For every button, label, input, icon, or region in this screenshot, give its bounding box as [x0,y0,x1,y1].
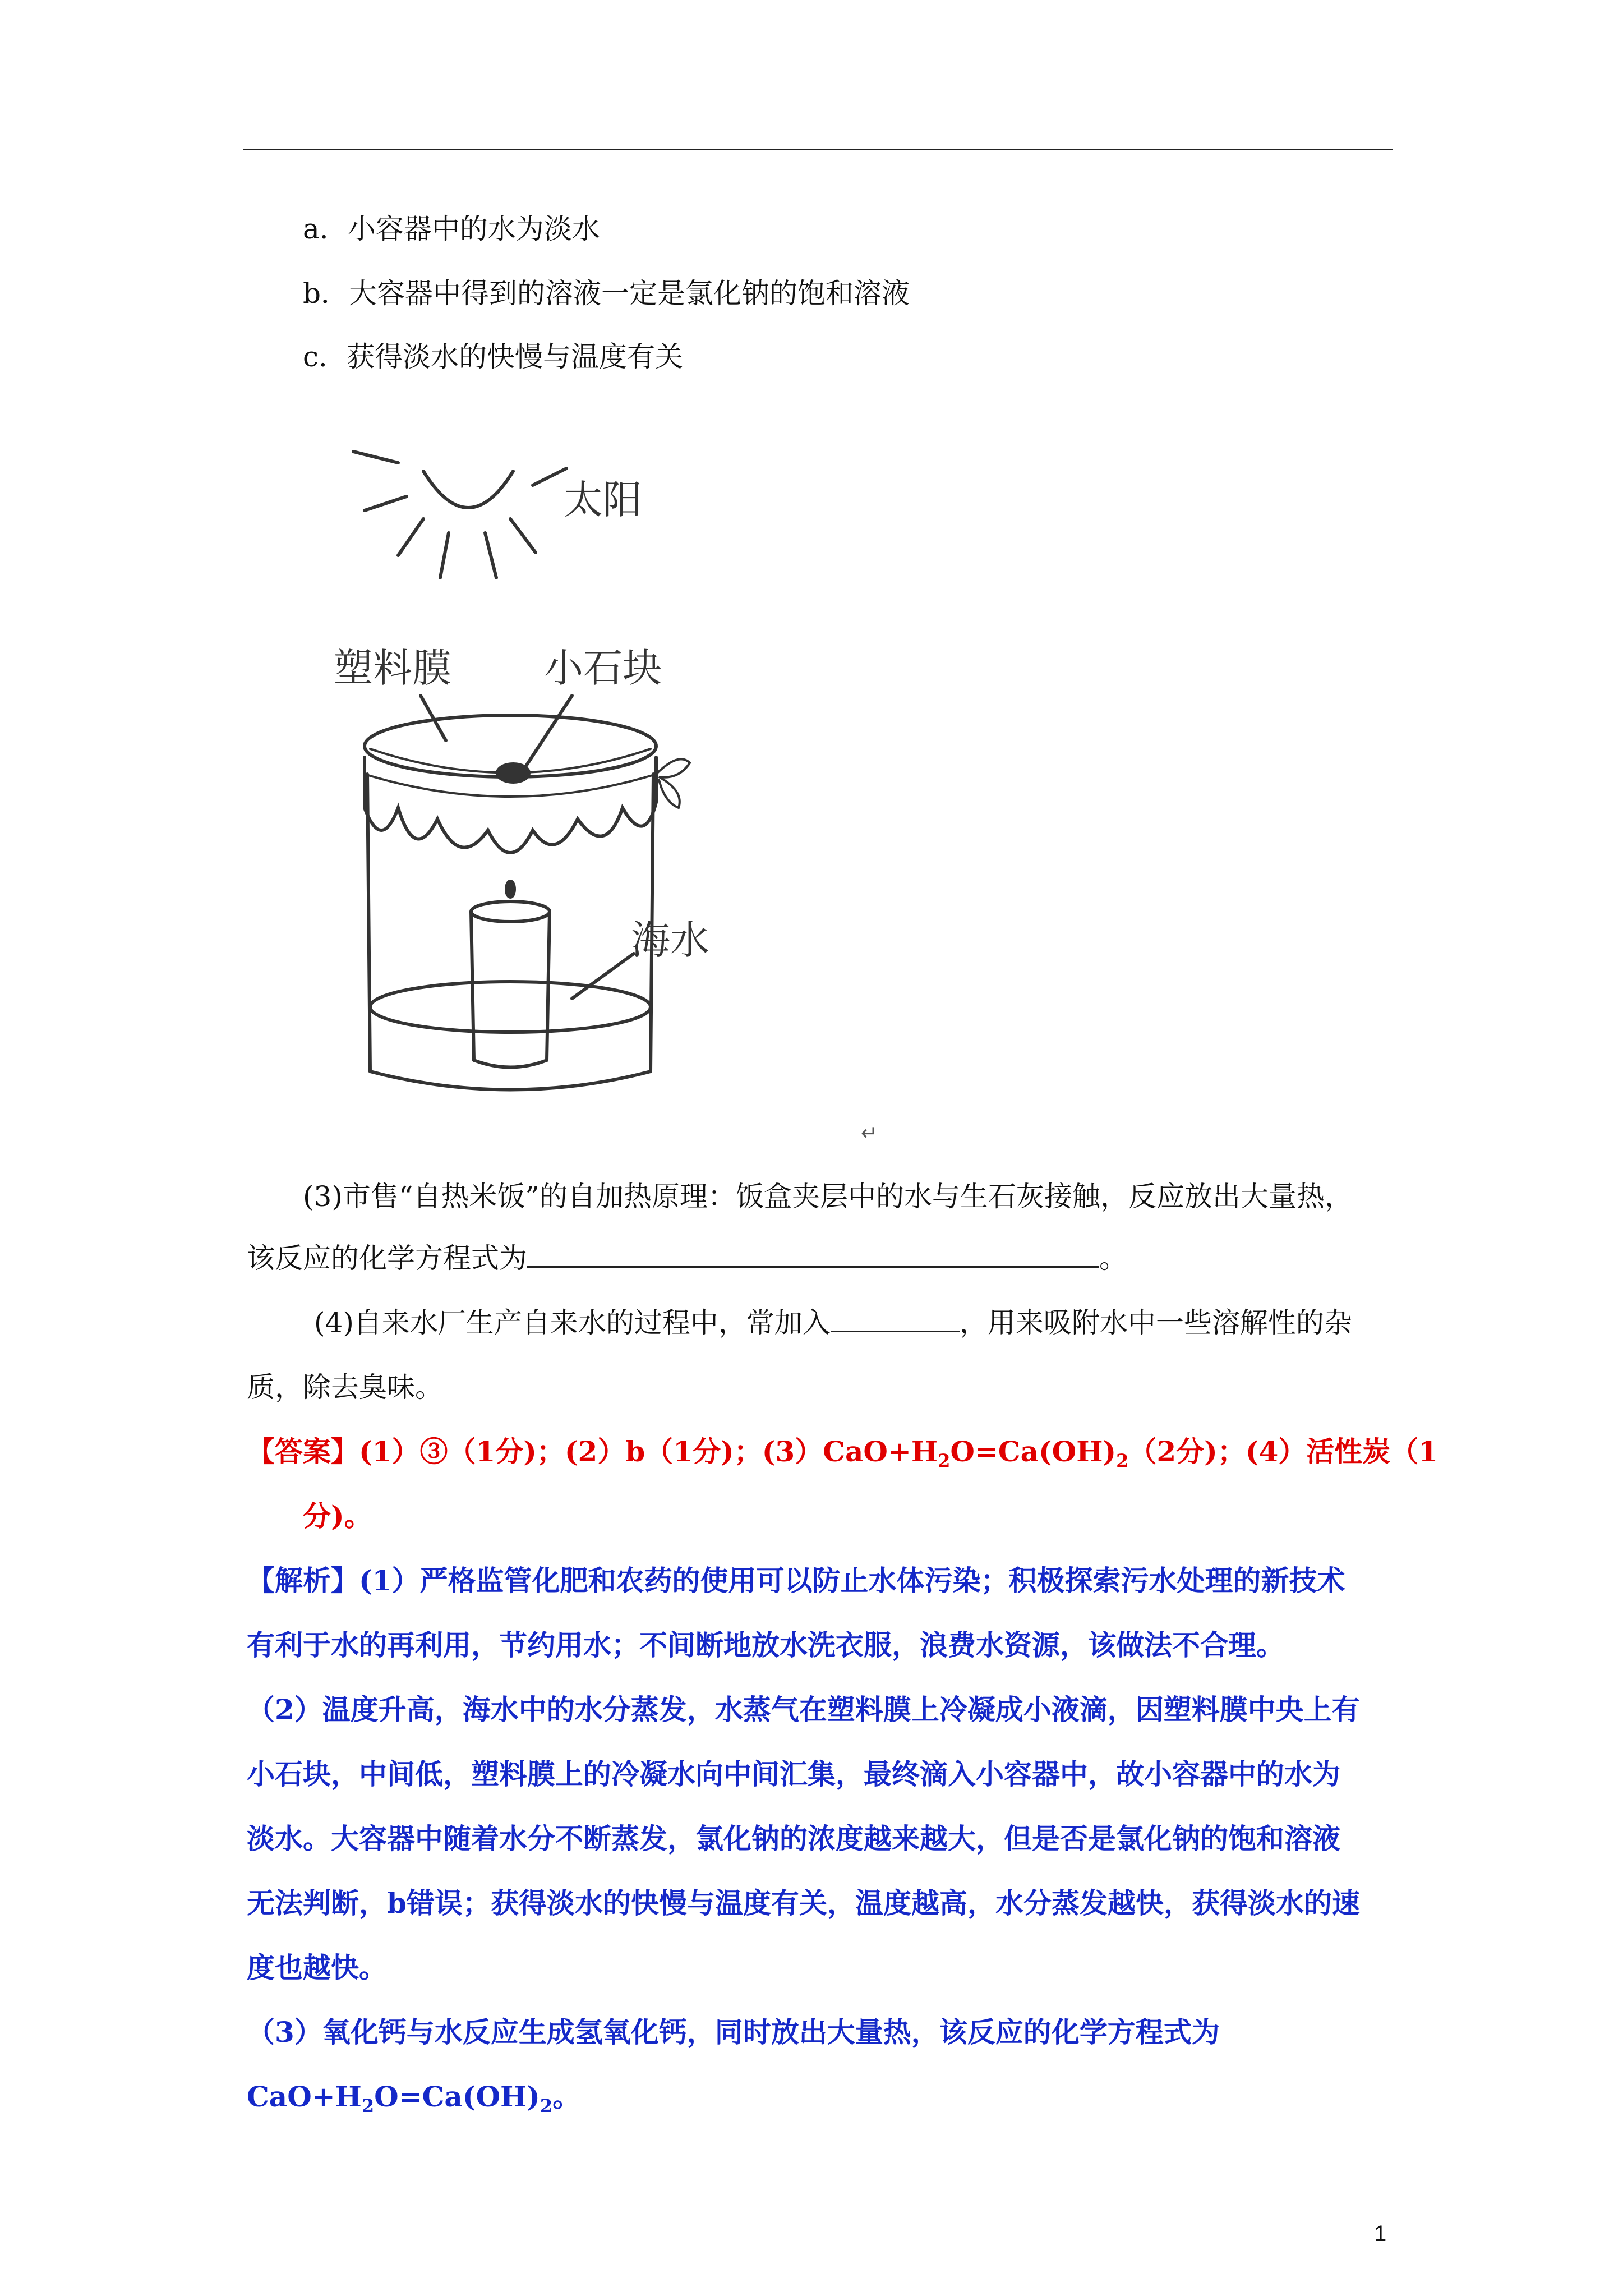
sun-ray [353,452,398,463]
water-drop [506,881,514,897]
answer-tag: 【答案】 [247,1435,359,1468]
stone-label: 小石块 [544,645,662,691]
equation-text: O=Ca(OH) [374,2080,540,2113]
q3-line-1: (3)市售“自热米饭”的自加热原理：饭盒夹层中的水与生石灰接触，反应放出大量热， [303,1180,1353,1213]
analysis-equation [247,2078,580,2115]
sun-arc [423,471,513,508]
answer-subscript: 2 [1116,1450,1129,1471]
q4-answer-blank [831,1308,960,1332]
equation-subscript: 2 [361,2095,375,2116]
q4-prompt-rest: ，用来吸附水中一些溶解性的杂 [959,1306,1352,1339]
q3-prompt: 该反应的化学方程式为 [247,1242,527,1274]
page-number: 1 [1374,2221,1387,2246]
analysis-line-2: 有利于水的再利用，节约用水；不间断地放水洗衣服，浪费水资源，该做法不合理。 [247,1628,1284,1662]
q3-line-2 [247,1240,1127,1277]
small-cup-wall [547,912,550,1060]
equation-end: 。 [552,2080,581,2113]
solar-still-diagram [320,415,723,1116]
sun-ray [365,496,407,510]
equation-text: CaO+H [247,2080,362,2113]
analysis-line-1 [247,1562,1345,1599]
analysis-text: (1）严格监管化肥和农药的使用可以防止水体污染；积极探索污水处理的新技术 [359,1564,1345,1597]
sun-ray [440,533,449,578]
analysis-line-6: 无法判断，b错误；获得淡水的快慢与温度有关，温度越高，水分蒸发越快，获得淡水的速 [247,1887,1360,1920]
analysis-line-4: 小石块，中间低，塑料膜上的冷凝水向中间汇集，最终滴入小容器中，故小容器中的水为 [247,1757,1340,1791]
small-stone [497,764,529,782]
sun-ray [533,468,566,485]
answer-text: (1）③（1分)；(2）b（1分)；(3）CaO+H [359,1435,938,1468]
option-c [303,338,683,375]
solar-still-figure [320,415,723,1116]
stone-leader [524,696,572,769]
option-letter: c． [303,341,347,373]
bow-knot [656,759,690,808]
analysis-tag: 【解析】 [247,1564,359,1597]
equation-subscript: 2 [540,2095,553,2116]
return-mark: ↵ [861,1122,878,1145]
sun-ray [510,519,536,553]
answer-text: （2分)；(4）活性炭（1 [1128,1435,1438,1468]
answer-subscript: 2 [938,1450,951,1471]
analysis-line-7: 度也越快。 [247,1951,387,1984]
seawater-surface [370,982,651,1032]
small-cup-rim [471,901,550,922]
option-b [303,275,910,312]
small-cup-wall [471,912,474,1060]
answer-line-2: 分)。 [303,1499,372,1533]
sun-ray [398,519,423,555]
q3-end: 。 [1099,1242,1127,1274]
seawater-label: 海水 [631,917,709,963]
option-letter: a． [303,213,348,245]
option-a [303,210,600,247]
option-text: 小容器中的水为淡水 [347,213,600,245]
q4-line-1 [314,1304,1352,1341]
analysis-line-3: （2）温度升高，海水中的水分蒸发，水蒸气在塑料膜上冷凝成小液滴，因塑料膜中央上有 [247,1693,1360,1726]
film-label: 塑料膜 [334,645,451,691]
sun-label: 太阳 [564,477,642,523]
answer-text: O=Ca(OH) [950,1435,1117,1468]
option-text: 获得淡水的快慢与温度有关 [347,341,684,373]
analysis-line-8: （3）氧化钙与水反应生成氢氧化钙，同时放出大量热，该反应的化学方程式为 [247,2016,1220,2049]
small-cup-bottom [474,1060,547,1068]
sun-ray [485,533,496,578]
option-letter: b． [303,277,349,310]
option-text: 大容器中得到的溶液一定是氯化钠的饱和溶液 [349,277,910,310]
q3-answer-blank [527,1244,1099,1268]
container-bottom [370,1071,651,1090]
answer-line-1 [247,1433,1438,1470]
header-rule [243,149,1393,150]
q4-prompt: (4)自来水厂生产自来水的过程中，常加入 [314,1306,831,1339]
q4-line-2: 质，除去臭味。 [247,1371,443,1404]
analysis-line-5: 淡水。大容器中随着水分不断蒸发，氯化钠的浓度越来越大，但是否是氯化钠的饱和溶液 [247,1822,1340,1855]
